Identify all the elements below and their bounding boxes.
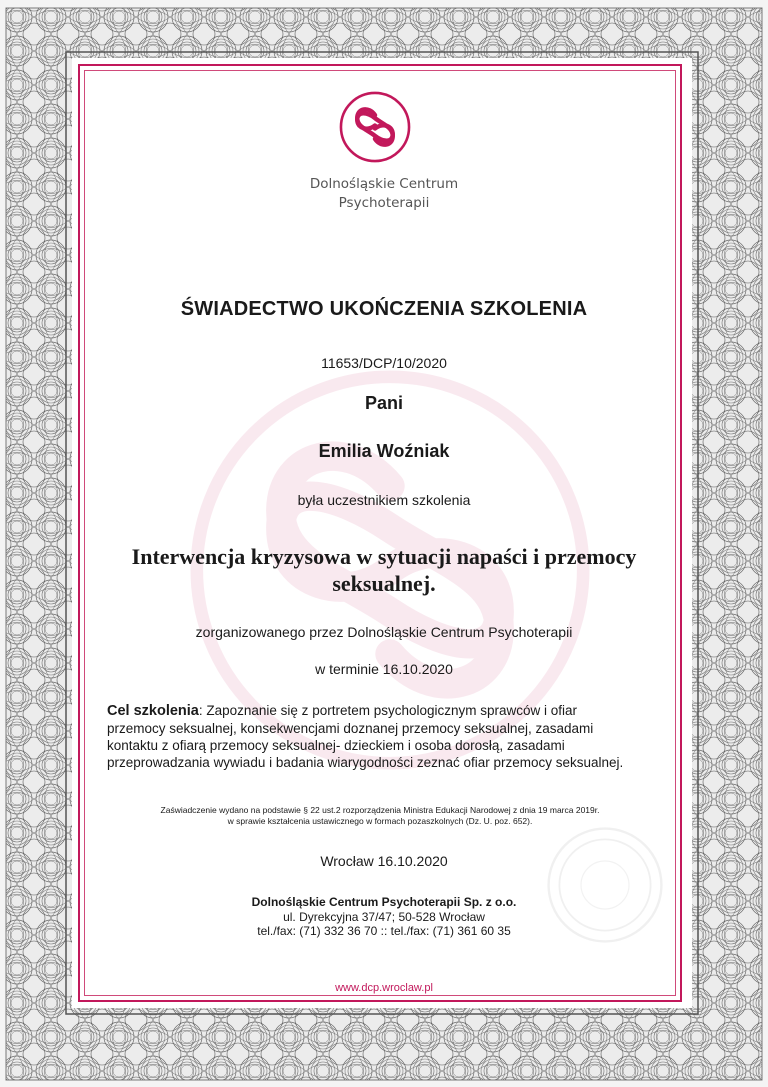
course-title-line-2: seksualnej. [332,571,436,596]
certificate-number: 11653/DCP/10/2020 [321,355,447,371]
training-goal [107,702,627,771]
brand-line-1: Dolnośląskie Centrum [309,176,459,192]
organizer-text: zorganizowanego przez Dolnośląskie Centrum Psychoterapii [195,624,573,640]
legal-line-1: Zaświadczenie wydano na podstawie § 22 ust.2 rozporządzenia Ministra Edukacji Narodowej z dnia 19 marca 2019r. [160,805,600,815]
legal-basis [100,805,660,827]
course-title [90,543,678,597]
interlaced-hearts-logo [338,90,412,164]
brand-line-2: Psychoterapii [338,195,430,211]
goal-text: : Zapoznanie się z portretem psychologicznym sprawców i ofiar przemocy seksualnej, konsekwencjami doznanej przemocy seksualnej, zasadami kontaktu z ofiarą przemocy seksualnej- dzieckiem i osoba dorosłą, zasadami przeprowadzania wywiadu i badania wiarygodności zeznać ofiar przemocy seksualnej. [107,703,624,770]
website-link[interactable]: www.dcp.wroclaw.pl [335,982,433,994]
training-date: w terminie 16.10.2020 [315,661,453,677]
brand-name [0,175,768,213]
recipient-name: Emilia Woźniak [318,441,450,461]
company-phones: tel./fax: (71) 332 36 70 :: tel./fax: (71) 361 60 35 [257,924,511,938]
certificate-title: ŚWIADECTWO UKOŃCZENIA SZKOLENIA [180,298,588,320]
goal-label: Cel szkolenia [107,703,199,719]
company-name: Dolnośląskie Centrum Psychoterapii Sp. z o.o. [251,895,517,909]
place-date: Wrocław 16.10.2020 [320,853,448,869]
company-address: ul. Dyrekcyjna 37/47; 50-528 Wrocław [283,910,485,924]
course-title-line-1: Interwencja kryzysowa w sytuacji napaści i przemocy [131,544,637,569]
participant-text: była uczestnikiem szkolenia [297,492,471,508]
salutation: Pani [364,393,403,413]
legal-line-2: w sprawie kształcenia ustawicznego w formach pozaszkolnych (Dz. U. poz. 652). [227,816,533,826]
